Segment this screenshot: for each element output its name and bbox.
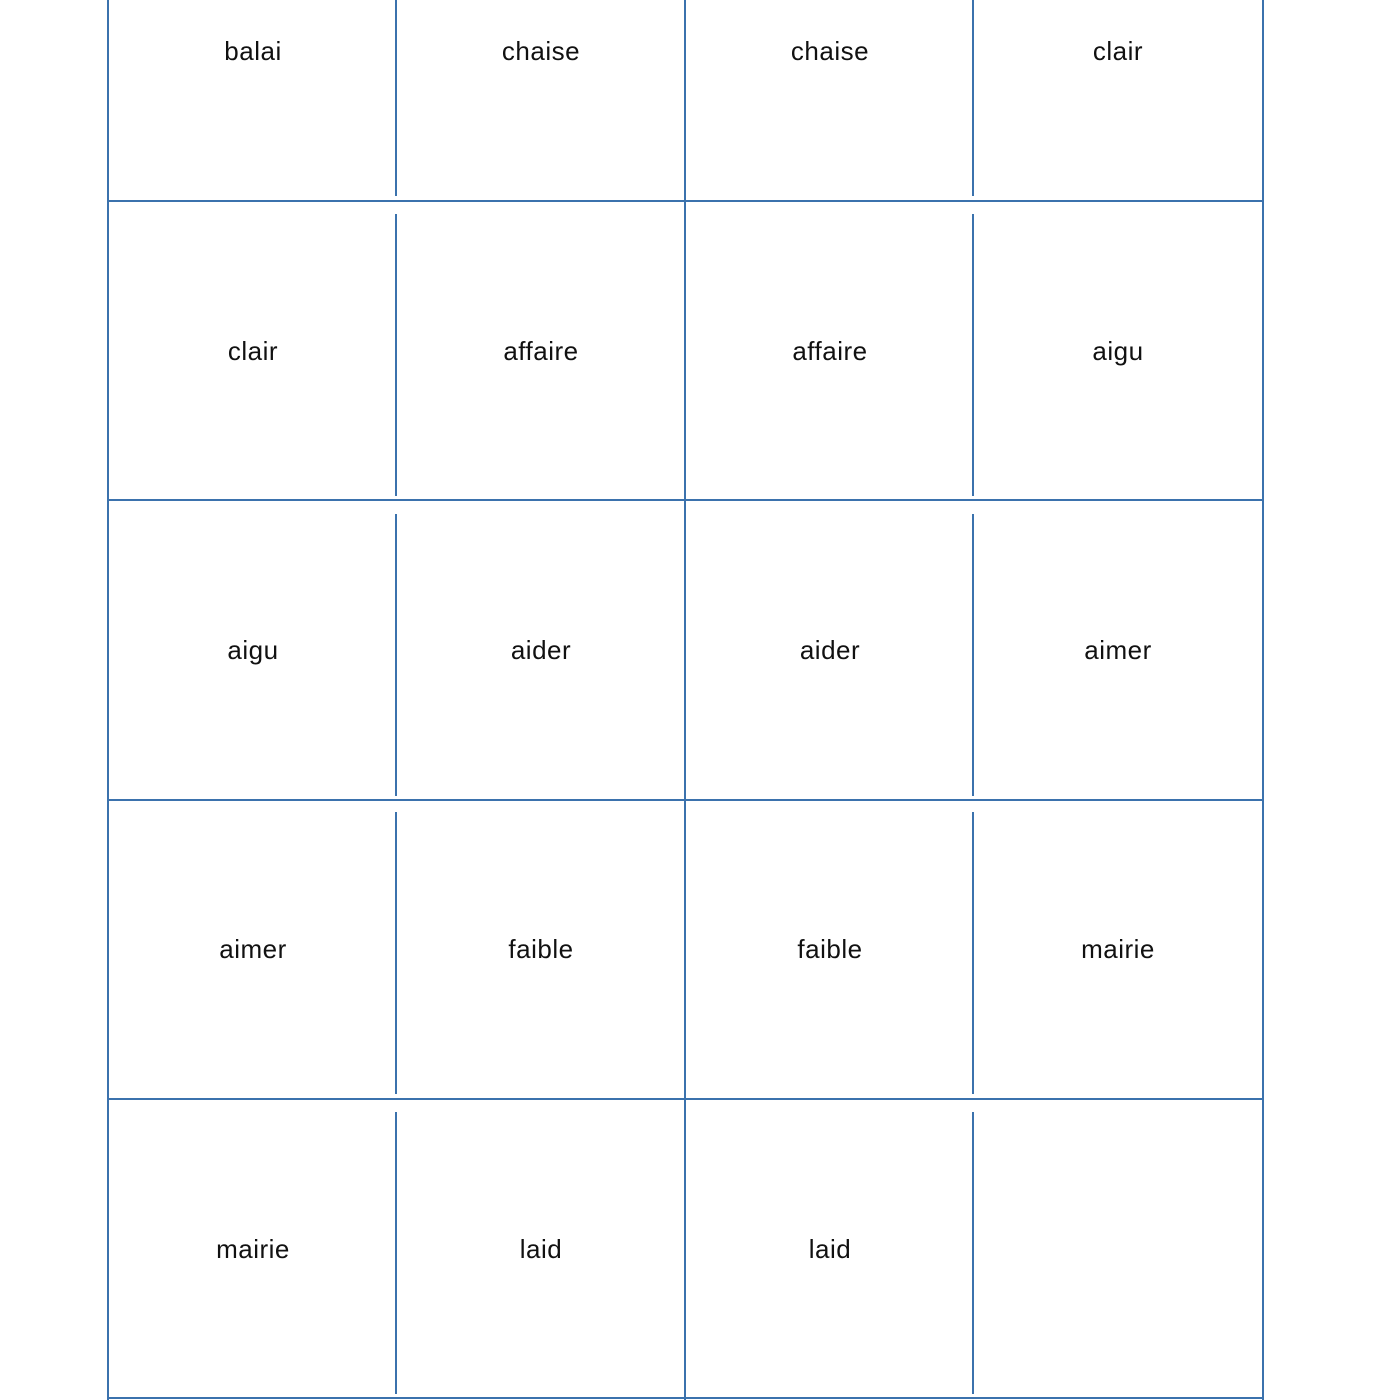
domino-word-cell: laid <box>519 1234 563 1264</box>
domino-word-cell: clair <box>1092 36 1144 66</box>
right-border <box>1262 0 1264 1400</box>
domino-word-cell: laid <box>808 1234 852 1264</box>
domino-word-cell: mairie <box>1081 934 1155 964</box>
domino-word-cell: balai <box>224 36 282 66</box>
domino-word-cell: aimer <box>219 934 287 964</box>
domino-word-cell: aider <box>799 635 861 665</box>
domino-word-cell: affaire <box>503 336 579 366</box>
domino-word-cell: clair <box>227 336 279 366</box>
domino-word-cell: faible <box>508 934 574 964</box>
domino-word-cell: aimer <box>1084 635 1152 665</box>
domino-word-cell: chaise <box>790 36 870 66</box>
domino-word-cell: aigu <box>227 635 279 665</box>
domino-word-cell: chaise <box>501 36 581 66</box>
domino-sheet <box>107 0 1264 1400</box>
domino-word-cell-empty <box>974 1100 1262 1399</box>
domino-word-cell: mairie <box>216 1234 290 1264</box>
domino-word-cell: affaire <box>792 336 868 366</box>
domino-word-cell: aigu <box>1092 336 1144 366</box>
domino-word-cell: faible <box>797 934 863 964</box>
domino-word-cell: aider <box>510 635 572 665</box>
